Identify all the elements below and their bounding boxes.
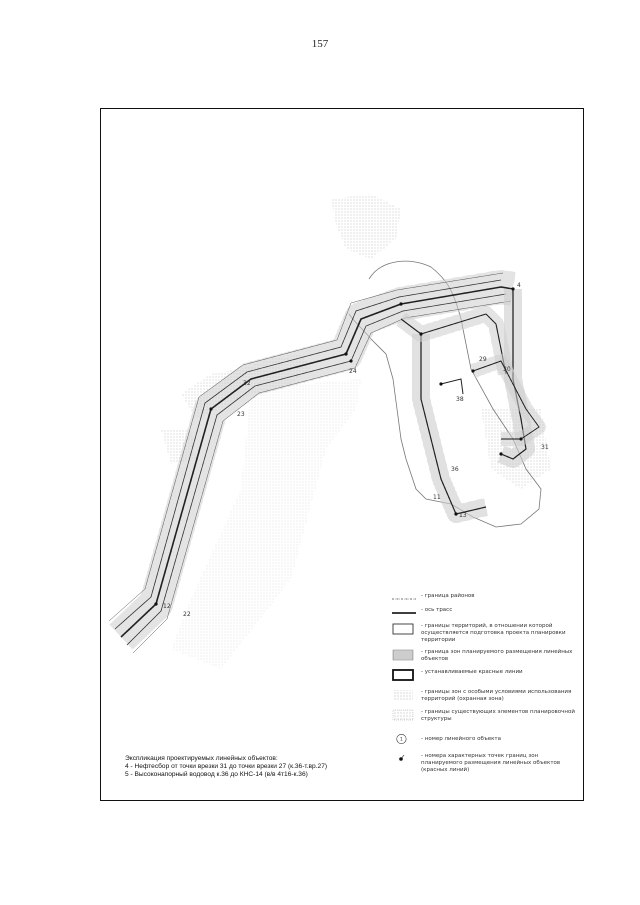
- map-frame: [100, 108, 584, 801]
- territory-boundary-icon: [391, 623, 417, 635]
- explication-line: 4 - Нефтесбор от точки врезки 31 до точки врезки 27 (к.36-т.вр.27): [125, 763, 328, 770]
- legend-text: - границы зон с особыми условиями использования территорий (охранная зона): [421, 689, 572, 702]
- point-label: 36: [451, 466, 459, 473]
- explication-block: [125, 755, 385, 779]
- red-lines-icon: [391, 669, 417, 681]
- point-label: 4: [517, 282, 521, 289]
- char-point-icon: [391, 753, 417, 765]
- legend-text: - границы территорий, в отношении которой осуществляется подготовка проекта планировки территории: [421, 623, 566, 643]
- point-label: 29: [479, 356, 487, 363]
- legend-text: - граница районов: [421, 593, 475, 599]
- legend-text: - номера характерных точек границ зон планируемого размещения линейных объектов (красных линий): [421, 753, 561, 773]
- point-label: 30: [503, 366, 511, 373]
- point-label: 24: [349, 368, 357, 375]
- point-label: 12: [163, 603, 171, 610]
- point-label: 23: [237, 411, 245, 418]
- point-label: 31: [541, 444, 549, 451]
- legend-text: - номер линейного объекта: [421, 736, 501, 742]
- object-number-icon: [391, 733, 417, 745]
- placement-zone-icon: [391, 649, 417, 661]
- explication-line: 5 - Высоконапорный водовод к.36 до КНС-14 (в/в 4т16-к.36): [125, 771, 308, 778]
- page-number: 157: [311, 38, 329, 50]
- point-label: 38: [456, 396, 464, 403]
- point-label: 11: [433, 494, 441, 501]
- point-label: 13: [459, 512, 467, 519]
- object-number-badge: 1: [399, 737, 403, 743]
- legend-text: - границы существующих элементов планировочной структуры: [421, 709, 575, 722]
- legend-text: - граница зон планируемого размещения линейных объектов: [421, 649, 573, 662]
- explication-title: Экспликация проектируемых линейных объектов:: [125, 755, 278, 762]
- legend-text: - устанавливаемые красные линии: [421, 669, 523, 675]
- point-label: 22: [183, 611, 191, 618]
- legend-text: - ось трасс: [421, 607, 453, 613]
- district-boundary-icon: [391, 593, 417, 605]
- existing-elements-icon: [391, 709, 417, 721]
- route-axis-icon: [391, 607, 417, 619]
- point-label: 32: [243, 380, 251, 387]
- special-zone-icon: [391, 689, 417, 701]
